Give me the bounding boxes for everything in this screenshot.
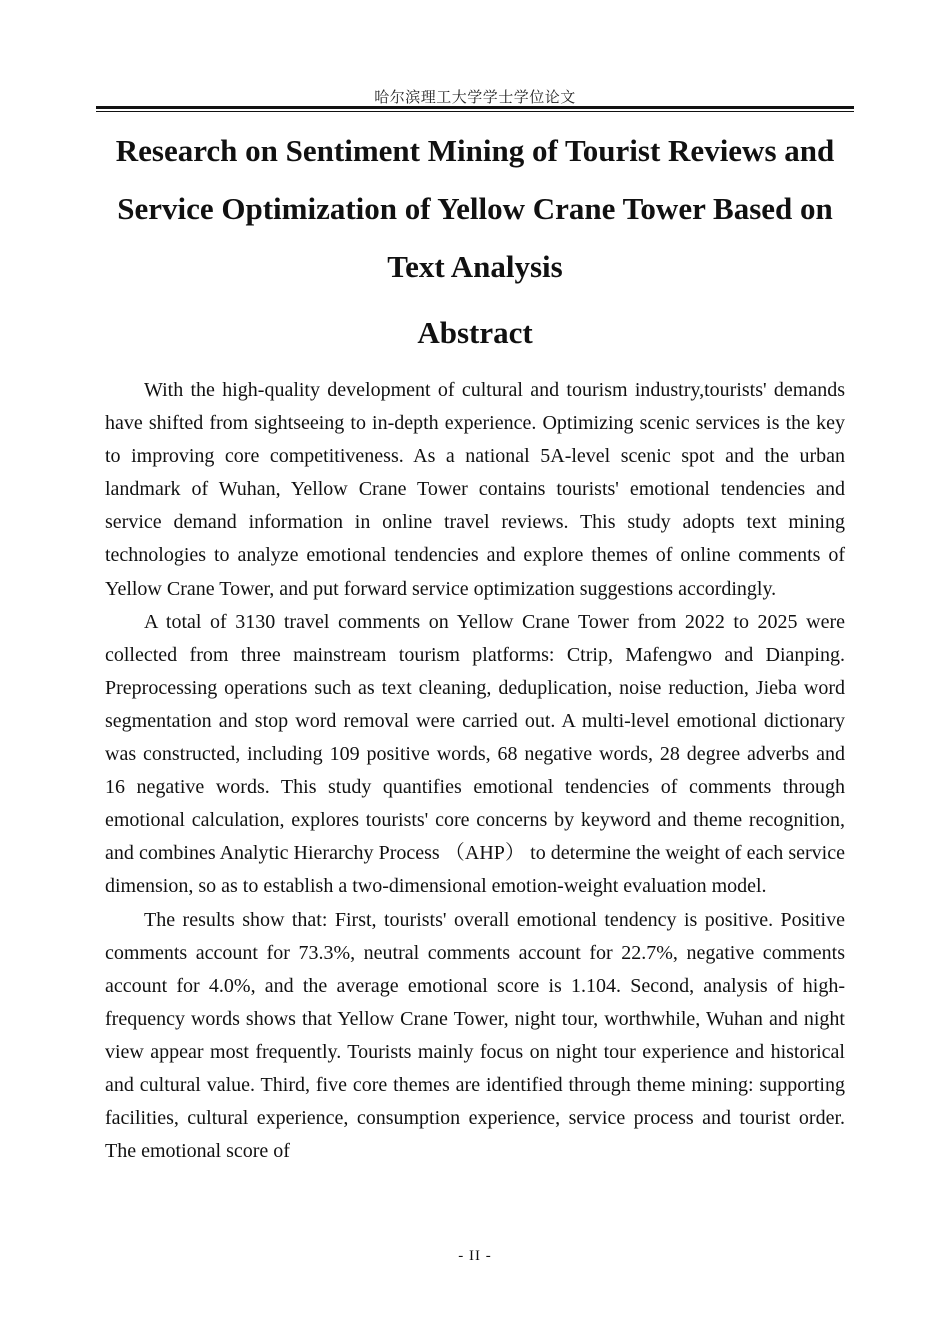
header-rule-thin [96, 111, 854, 112]
running-header: 哈尔滨理工大学学士学位论文 [374, 90, 576, 106]
header-rule-thick [96, 106, 854, 109]
abstract-paragraph-2: A total of 3130 travel comments on Yellow Crane Tower from 2022 to 2025 were collected from three mainstream tourism platforms: Ctrip, Mafengwo and Dianping. Preprocessing operations such as text cleaning, deduplication, noise reduction, Jieba word segmentation and stop word removal were carried out. A multi-level emotional dictionary was constructed, including 109 positive words, 68 negative words, 28 degree adverbs and 16 negative words. This study quantifies emotional tendencies of comments through emotional calculation, explores tourists' core concerns by keyword and theme recognition, and combines Analytic Hierarchy Process （AHP） to determine the weight of each service dimension, so as to establish a two-dimensional emotion-weight evaluation model. [105, 610, 845, 898]
paper-title: Research on Sentiment Mining of Tourist Reviews and Service Optimization of Yellow Crane Tower Based on Text Analysis [115, 133, 835, 284]
abstract-heading: Abstract [417, 315, 533, 350]
abstract-body [105, 374, 845, 1168]
abstract-paragraph-1: With the high-quality development of cultural and tourism industry,tourists' demands have shifted from sightseeing to in-depth experience. Optimizing scenic services is the key to improving core competitiveness. As a national 5A-level scenic spot and the urban landmark of Wuhan, Yellow Crane Tower contains tourists' emotional tendencies and service demand information in online travel reviews. This study adopts text mining technologies to analyze emotional tendencies and explore themes of online comments of Yellow Crane Tower, and put forward service optimization suggestions accordingly. [105, 379, 845, 600]
page-number: - II - [458, 1248, 492, 1264]
abstract-paragraph-3: The results show that: First, tourists' overall emotional tendency is positive. Positive comments account for 73.3%, neutral comments account for 22.7%, negative comments account for 4.0%, and the average emotional score is 1.104. Second, analysis of high-frequency words shows that Yellow Crane Tower, night tour, worthwhile, Wuhan and night view appear most frequently. Tourists mainly focus on night tour experience and historical and cultural value. Third, five core themes are identified through theme mining: supporting facilities, cultural experience, consumption experience, service process and tourist order. The emotional score of [105, 908, 845, 1163]
